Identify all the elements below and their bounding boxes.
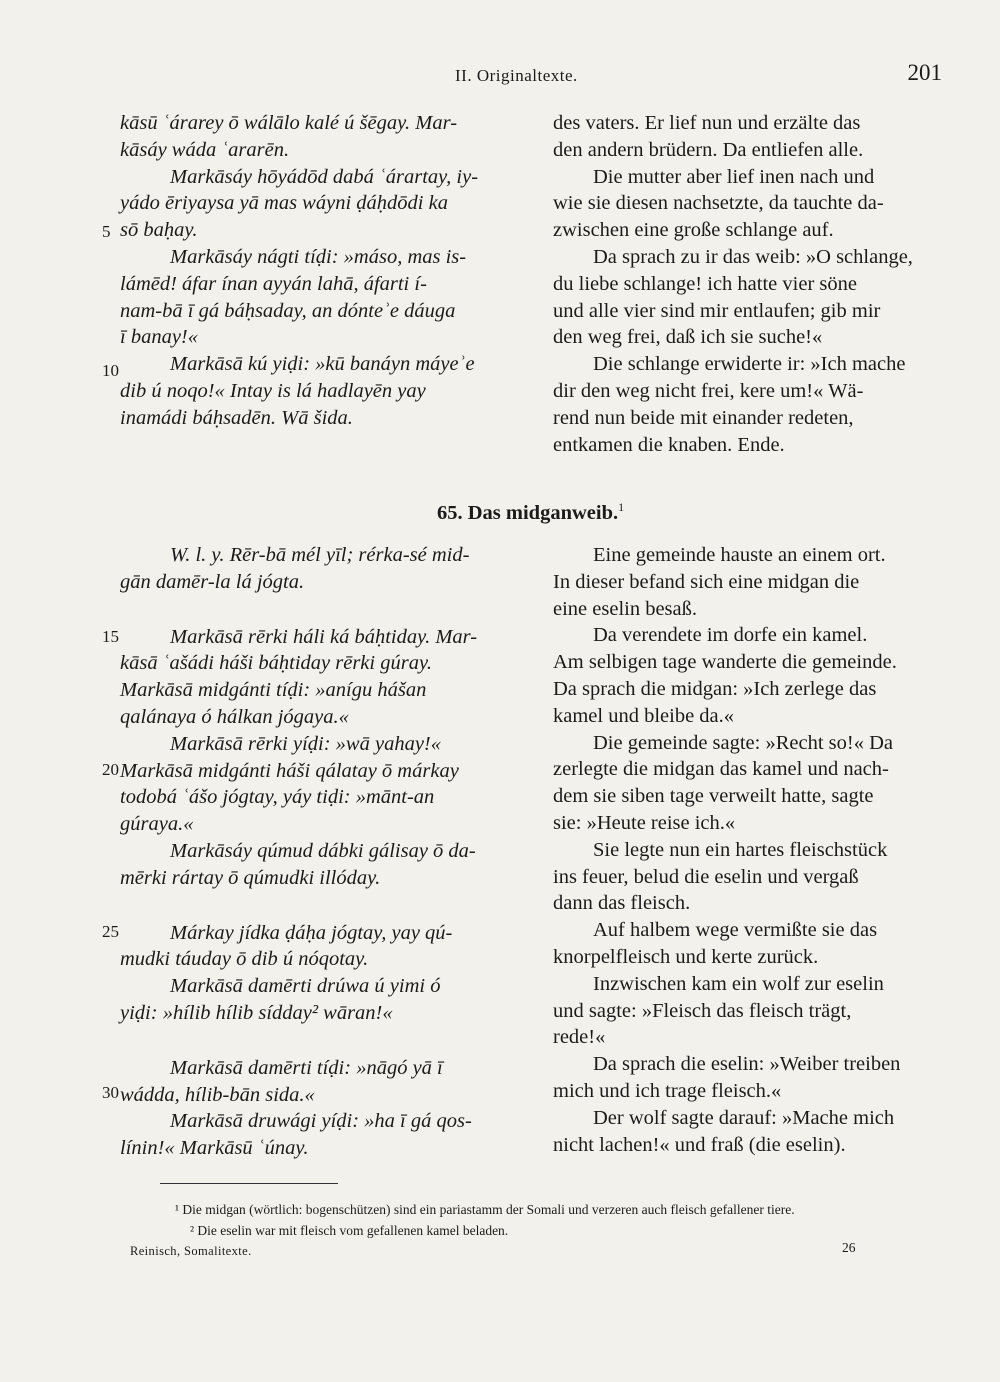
- running-head: II. Originaltexte.: [455, 66, 578, 85]
- text-line: und sagte: »Fleisch das fleisch trägt,: [553, 999, 852, 1022]
- text-line: Inzwischen kam ein wolf zur eselin: [593, 972, 884, 995]
- text-line: und alle vier sind mir entlaufen; gib mir: [553, 299, 881, 322]
- text-line: den andern brüdern. Da entliefen alle.: [553, 138, 864, 161]
- text-line: In dieser befand sich eine midgan die: [553, 570, 860, 593]
- somali-text-bottom: [120, 542, 520, 1162]
- text-line: Da sprach die eselin: »Weiber treiben: [593, 1053, 901, 1076]
- text-line: zerlegte die midgan das kamel und nach-: [553, 758, 889, 781]
- text-line: entkamen die knaben. Ende.: [553, 433, 785, 456]
- text-line: Markāsā rērki yíḍi: »wā yahay!«: [170, 732, 441, 755]
- text-line: Markāsáy qúmud dábki gálisay ō da-: [170, 839, 476, 862]
- somali-text-top: [120, 110, 520, 432]
- text-line: Am selbigen tage wanderte die gemeinde.: [553, 651, 897, 674]
- sheet-number: 26: [842, 1240, 856, 1255]
- text-line: mich und ich trage fleisch.«: [553, 1079, 782, 1102]
- text-line: inamádi báḥsadēn. Wā šida.: [120, 406, 353, 429]
- text-line: mērki rártay ō qúmudki illóday.: [120, 866, 381, 889]
- line-number: 5: [102, 222, 111, 241]
- text-line: sie: »Heute reise ich.«: [553, 811, 736, 834]
- page-number: 201: [907, 60, 942, 85]
- text-line: Markāsā damērti tíḍi: »nāgó yā ī: [170, 1056, 443, 1079]
- text-line: Sie legte nun ein hartes fleischstück: [593, 838, 888, 861]
- section-title: [437, 500, 624, 525]
- text-line: kāsáy wáda ʿararēn.: [120, 138, 290, 161]
- text-line: dib ú noqo!« Intay is lá hadlayēn yay: [120, 379, 426, 402]
- text-line: rend nun beide mit einander redeten,: [553, 406, 854, 429]
- text-line: Markāsā damērti drúwa ú yimi ó: [170, 975, 441, 998]
- text-line: des vaters. Er lief nun und erzälte das: [553, 112, 861, 134]
- footnote-2: ² Die eselin war mit fleisch vom gefallenen kamel beladen.: [190, 1223, 509, 1238]
- text-line: todobá ʿášo jógtay, yáy tiḍi: »mānt-an: [120, 786, 435, 809]
- line-number: 20: [102, 760, 119, 779]
- text-line: kāsā ʿašádi háši báḥtiday rērki gúray.: [120, 652, 433, 675]
- footnote-1: ¹ Die midgan (wörtlich: bogenschützen) sind ein pariastamm der Somali und verzeren auch fleisch gefallener tiere.: [175, 1202, 795, 1217]
- text-line: rede!«: [553, 1026, 606, 1049]
- text-line: wie sie diesen nachsetzte, da tauchte da-: [553, 192, 884, 215]
- text-line: Markāsā kú yiḍi: »kū banáyn máyeʾe: [170, 353, 475, 376]
- text-line: kāsū ʿárarey ō wálālo kalé ú šēgay. Mar-: [120, 112, 458, 134]
- footnotes: [133, 1199, 948, 1241]
- text-line: sō baḥay.: [120, 219, 198, 242]
- text-line: wádda, hílib-bān sida.«: [120, 1083, 315, 1106]
- line-number: 30: [102, 1083, 119, 1102]
- text-line: mudki táuday ō dib ú nóqotay.: [120, 948, 369, 971]
- line-number: 15: [102, 627, 119, 646]
- text-line: Márkay jídka ḍáḥa jógtay, yay qú-: [170, 921, 453, 944]
- text-line: Da sprach die midgan: »Ich zerlege das: [553, 677, 877, 700]
- text-line: Markāsáy nágti tíḍi: »máso, mas is-: [170, 245, 467, 268]
- text-line: Markāsáy hōyádōd dabá ʿárartay, iy-: [170, 165, 479, 188]
- text-line: Da sprach zu ir das weib: »O schlange,: [593, 245, 913, 268]
- text-line: Markāsā rērki háli ká báḥtiday. Mar-: [170, 625, 478, 648]
- text-line: dann das fleisch.: [553, 892, 691, 915]
- text-line: dem sie siben tage verweilt hatte, sagte: [553, 785, 874, 808]
- text-line: gān damēr-la lá jógta.: [120, 570, 305, 593]
- text-line: Eine gemeinde hauste an einem ort.: [593, 544, 886, 566]
- line-number: 10: [102, 361, 119, 380]
- text-line: eine eselin besaß.: [553, 597, 698, 620]
- text-line: línin!« Markāsū ʿúnay.: [120, 1137, 309, 1160]
- text-line: Markāsā midgánti háši qálatay ō márkay: [120, 759, 459, 782]
- footnote-mark: 1: [618, 500, 625, 514]
- text-line: W. l. y. Rēr-bā mél yīl; rérka-sé mid-: [170, 544, 470, 566]
- text-line: den weg frei, daß ich sie suche!«: [553, 326, 823, 349]
- section-title-text: 65. Das midganweib.: [437, 501, 619, 524]
- german-text-top: [553, 110, 945, 458]
- text-line: nam-bā ī gá báḥsaday, an dónteʾe dáuga: [120, 299, 456, 322]
- text-line: Die gemeinde sagte: »Recht so!« Da: [593, 731, 894, 754]
- printer-signature: Reinisch, Somalitexte.: [130, 1244, 252, 1258]
- text-line: yiḍi: »hílib hílib sídday² wāran!«: [120, 1001, 393, 1024]
- text-line: Die schlange erwiderte ir: »Ich mache: [593, 353, 906, 376]
- text-line: ī banay!«: [120, 326, 198, 349]
- text-line: gúraya.«: [120, 813, 194, 836]
- text-line: yádo ēriyaysa yā mas wáyni ḍáḥdōdi ka: [120, 192, 448, 215]
- text-line: Markāsā druwági yíḍi: »ha ī gá qos-: [170, 1110, 472, 1133]
- text-line: ins feuer, belud die eselin und vergaß: [553, 865, 859, 888]
- text-line: Der wolf sagte darauf: »Mache mich: [593, 1106, 895, 1129]
- german-text-bottom: [553, 542, 945, 1158]
- text-line: nicht lachen!« und fraß (die eselin).: [553, 1133, 846, 1156]
- text-line: zwischen eine große schlange auf.: [553, 219, 834, 242]
- text-line: Da verendete im dorfe ein kamel.: [593, 624, 868, 647]
- text-line: Auf halbem wege vermißte sie das: [593, 919, 878, 942]
- text-line: dir den weg nicht frei, kere um!« Wä-: [553, 379, 864, 402]
- text-line: lámēd! áfar ínan ayyán lahā, áfarti í-: [120, 272, 427, 295]
- text-line: qalánaya ó hálkan jógaya.«: [120, 705, 349, 728]
- text-line: du liebe schlange! ich hatte vier söne: [553, 272, 857, 295]
- footnote-divider: [160, 1183, 338, 1184]
- text-line: Markāsā midgánti tíḍi: »anígu hášan: [120, 679, 427, 702]
- text-line: kamel und bleibe da.«: [553, 704, 735, 727]
- text-line: Die mutter aber lief inen nach und: [593, 165, 875, 188]
- line-number: 25: [102, 922, 119, 941]
- text-line: knorpelfleisch und kerte zurück.: [553, 945, 819, 968]
